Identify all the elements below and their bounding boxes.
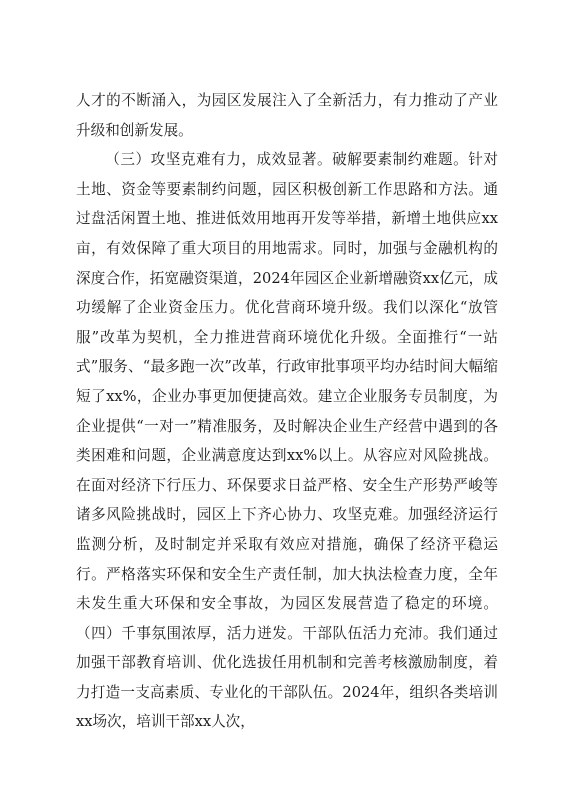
paragraph-main: （三）攻坚克难有力，成效显著。破解要素制约难题。针对土地、资金等要素制约问题，园区积极创新工作思路和方法。通过盘活闲置土地、推进低效用地再开发等举措，新增土地供应xx亩，有效保障了重大项目的用地需求。同时，加强与金融机构的深度合作，拓宽融资渠道，2024年园区企业新增融资xx亿元，成功缓解了企业资金压力。优化营商环境升级。我们以深化“放管服”改革为契机，全力推进营商环境优化升级。全面推行“一站式”服务、“最多跑一次”改革，行政审批事项平均办结时间大幅缩短了xx%，企业办事更加便捷高效。建立企业服务专员制度，为企业提供“一对一”精准服务，及时解决企业生产经营中遇到的各类困难和问题，企业满意度达到xx%以上。从容应对风险挑战。在面对经济下行压力、环保要求日益严格、安全生产形势严峻等诸多风险挑战时，园区上下齐心协力、攻坚克难。加强经济运行监测分析，及时制定并采取有效应对措施，确保了经济平稳运行。严格落实环保和安全生产责任制，加大执法检查力度，全年未发生重大环保和安全事故，为园区发展营造了稳定的环境。（四）千事氛围浓厚，活力迸发。干部队伍活力充沛。我们通过加强干部教育培训、优化选拔任用机制和完善考核激励制度，着力打造一支高素质、专业化的干部队伍。2024年，组织各类培训xx场次，培训干部xx人次，	[76, 151, 498, 731]
paragraph-continued: 人才的不断涌入，为园区发展注入了全新活力，有力推动了产业升级和创新发展。	[76, 92, 498, 139]
document-body	[76, 86, 498, 737]
